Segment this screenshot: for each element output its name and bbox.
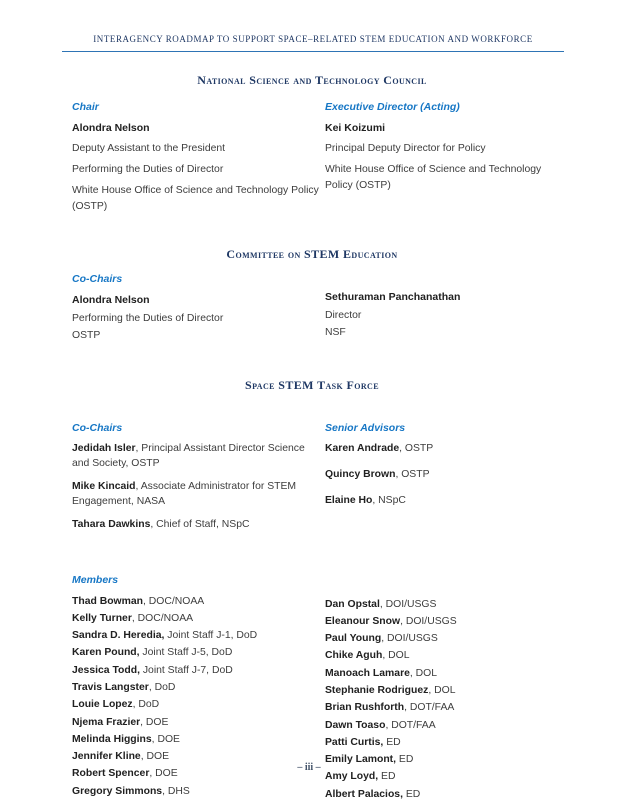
role-label-members: Members: [72, 573, 119, 586]
person-agency: , DOC/NOAA: [131, 612, 194, 624]
person-line: NSF: [325, 327, 346, 338]
member-row: [72, 696, 325, 713]
person-agency: Joint Staff J-5, DoD: [139, 647, 233, 659]
member-row: [72, 593, 325, 610]
person-agency: , DoD: [132, 699, 160, 711]
member-row: [325, 596, 552, 613]
person-name: Amy Loyd,: [325, 771, 379, 783]
person-agency: , DOI/USGS: [379, 598, 437, 610]
member-row: [325, 665, 552, 682]
member-row: [325, 630, 552, 647]
person-agency: , DOL: [409, 667, 438, 679]
person-agency: ED: [383, 736, 401, 748]
member-row: [72, 662, 325, 679]
taskforce-cochairs-block: [72, 422, 325, 540]
person-name: Alondra Nelson: [72, 122, 150, 134]
person-name: Emily Lamont,: [325, 754, 397, 766]
person-agency: , DOT/FAA: [404, 702, 455, 714]
person-line: Director: [325, 309, 362, 321]
person-name: Thad Bowman: [72, 595, 144, 607]
person-agency: , DOE: [149, 768, 178, 780]
person-name: Manoach Lamare: [325, 667, 410, 679]
person-line: Performing the Duties of Director: [72, 312, 224, 324]
taskforce-advisors-block: [325, 422, 552, 540]
person-name: Karen Andrade: [325, 442, 400, 454]
person-name: Quincy Brown: [325, 468, 396, 480]
person-name: Tahara Dawkins: [72, 518, 151, 530]
person-name: Kei Koizumi: [325, 122, 386, 134]
person-name: Njema Frazier: [72, 716, 141, 728]
costem-cochair-right: [325, 273, 552, 345]
person-agency: Joint Staff J-1, DoD: [164, 630, 258, 642]
person-line: OSTP: [72, 330, 101, 341]
person-name: Dan Opstal: [325, 598, 380, 610]
person-agency: , DOL: [382, 650, 410, 662]
person-name: Stephanie Rodriguez: [325, 684, 429, 696]
person-line: Principal Deputy Director for Policy: [325, 143, 486, 154]
person-agency: , OSTP: [399, 442, 434, 454]
person-agency: ED: [378, 771, 396, 783]
member-row: [72, 731, 325, 748]
cochair-entry: [72, 517, 325, 532]
person-agency: , DOT/FAA: [385, 719, 436, 731]
person-name: Sethuraman Panchanathan: [325, 291, 461, 303]
person-name: Dawn Toaso: [325, 719, 386, 731]
person-name: Eleanour Snow: [325, 615, 401, 627]
person-name: Kelly Turner: [72, 612, 132, 624]
person-name: Albert Palacios,: [325, 788, 403, 800]
person-agency: , DOC/NOAA: [143, 595, 205, 607]
person-line: Performing the Duties of Director: [72, 164, 224, 175]
person-agency: , DOI/USGS: [400, 615, 457, 627]
nstc-columns: [72, 101, 552, 220]
person-name: Mike Kincaid: [72, 480, 136, 492]
costem-columns: [72, 273, 552, 345]
person-name: Travis Langster: [72, 681, 149, 693]
person-name: Brian Rushforth: [325, 702, 405, 714]
cochair-entry: [72, 479, 325, 509]
member-row: [72, 714, 325, 731]
member-row: [325, 734, 552, 751]
member-row: [325, 682, 552, 699]
person-agency: ED: [402, 788, 421, 800]
running-header: INTERAGENCY ROADMAP TO SUPPORT SPACE–RELATED STEM EDUCATION AND WORKFORCE: [62, 34, 564, 52]
member-row: [325, 717, 552, 734]
person-name: Jennifer Kline: [72, 751, 141, 763]
role-label-taskforce-cochairs: Co-Chairs: [72, 421, 123, 434]
person-name: Louie Lopez: [72, 699, 133, 711]
member-row: [72, 610, 325, 627]
advisor-entry: [325, 493, 552, 508]
member-row: [325, 613, 552, 630]
section-title-taskforce: Space STEM Task Force: [245, 377, 379, 392]
person-name: Chike Aguh: [325, 650, 383, 662]
person-name: Paul Young: [325, 633, 382, 645]
role-label-cochairs: Co-Chairs: [72, 273, 123, 285]
member-row: [72, 644, 325, 661]
role-label-executive-director: Executive Director (Acting): [325, 101, 460, 113]
person-agency: , DOE: [151, 733, 180, 745]
person-name: Alondra Nelson: [72, 294, 150, 306]
role-label-senior-advisors: Senior Advisors: [325, 421, 406, 434]
person-agency: , DoD: [148, 681, 176, 693]
person-name: Jedidah Isler: [72, 442, 136, 454]
person-agency: , DOL: [428, 684, 456, 696]
person-agency: , DOI/USGS: [381, 633, 438, 645]
role-label-chair: Chair: [72, 101, 99, 113]
member-row: [325, 699, 552, 716]
advisor-entry: [325, 441, 552, 456]
member-row: [72, 679, 325, 696]
member-row: [325, 786, 552, 800]
taskforce-leads-columns: [72, 422, 552, 540]
person-name: Jessica Todd,: [72, 664, 140, 676]
section-title-costem: Committee on STEM Education: [226, 247, 398, 261]
person-agency: ED: [396, 754, 414, 766]
person-title: , Associate Administrator for STEM Engagement, NASA: [72, 480, 297, 507]
cochair-entry: [72, 441, 325, 471]
person-name: Robert Spencer: [72, 768, 150, 780]
person-name: Gregory Simmons: [72, 785, 163, 797]
person-name: Sandra D. Heredia,: [72, 630, 165, 642]
person-title: , Principal Assistant Director Science and Society, OSTP: [72, 442, 305, 469]
member-row: [325, 647, 552, 664]
advisor-entry: [325, 467, 552, 482]
person-title: , Chief of Staff, NSpC: [150, 518, 250, 530]
person-agency: Joint Staff J-7, DoD: [139, 664, 233, 676]
person-agency: , OSTP: [395, 468, 430, 480]
person-name: Karen Pound,: [72, 647, 140, 659]
page-number: – iii –: [297, 762, 321, 773]
person-agency: , DHS: [162, 785, 190, 797]
person-agency: , NSpC: [372, 494, 406, 506]
person-name: Elaine Ho: [325, 494, 373, 506]
person-agency: , DOE: [140, 716, 169, 728]
person-name: Melinda Higgins: [72, 733, 152, 745]
member-row: [72, 627, 325, 644]
person-line: White House Office of Science and Technology Policy (OSTP): [72, 185, 319, 212]
section-title-nstc: National Science and Technology Council: [197, 73, 427, 87]
person-name: Patti Curtis,: [325, 736, 384, 748]
person-line: White House Office of Science and Technology Policy (OSTP): [325, 164, 542, 191]
nstc-chair-block: [72, 101, 325, 220]
costem-cochair-left: [72, 273, 325, 345]
person-line: Deputy Assistant to the President: [72, 143, 226, 154]
nstc-exec-director-block: [325, 101, 552, 220]
person-agency: , DOE: [140, 751, 170, 763]
member-row: [72, 783, 325, 800]
